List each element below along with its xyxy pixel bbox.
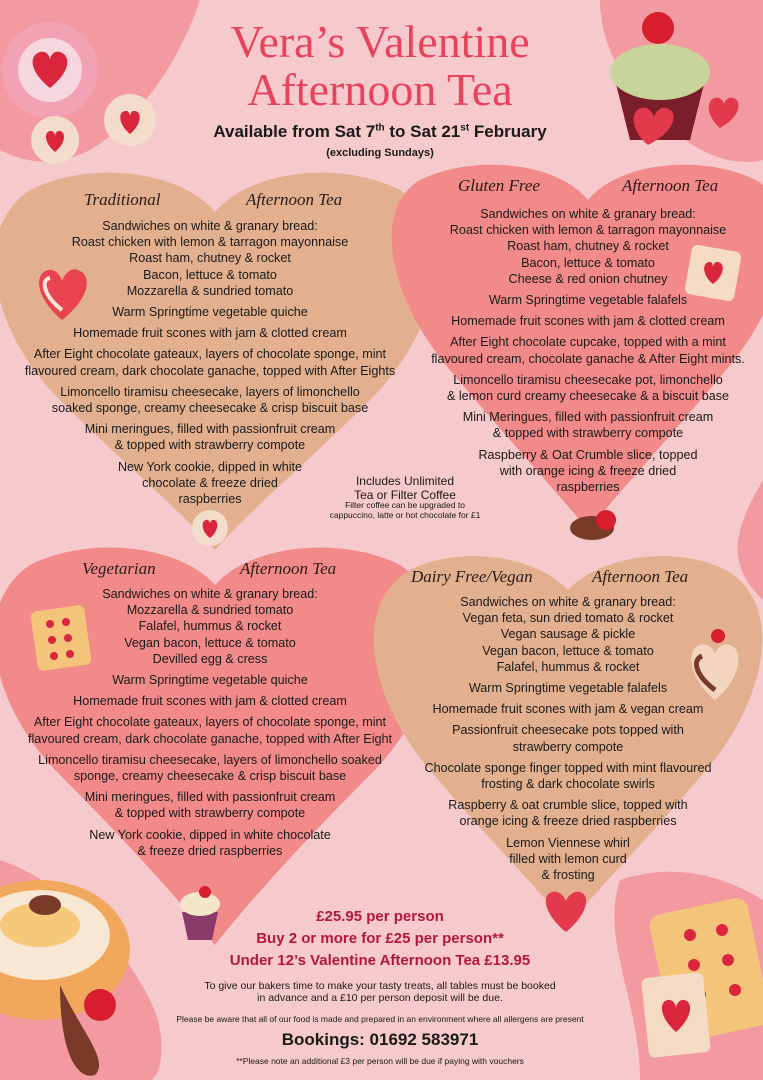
availability-prefix: Available from Sat 7	[213, 122, 376, 141]
menu-line: & lemon curd creamy cheesecake & a biscuit base	[446, 389, 730, 404]
menu-line: flavoured cream, dark chocolate ganache, topped with After Eights	[24, 363, 396, 378]
menu-line: & topped with strawberry compote	[492, 426, 684, 441]
menu-line: Warm Springtime vegetable quiche	[112, 305, 308, 320]
title-line-1: Vera’s Valentine	[230, 16, 530, 67]
menu-line: Raspberry & oat crumble slice, topped with	[448, 798, 688, 813]
menu-line: Sandwiches on white & granary bread:	[480, 207, 696, 221]
price-under12: Under 12’s Valentine Afternoon Tea £13.95	[229, 952, 531, 969]
menu-line: Cheese & red onion chutney	[508, 271, 668, 286]
menu-line: Homemade fruit scones with jam & clotted cream	[451, 314, 725, 329]
menu-section	[410, 313, 763, 329]
voucher-note: **Please note an additional £3 per person will be due if paying with vouchers	[236, 1056, 524, 1066]
menu-line: Warm Springtime vegetable falafels	[468, 681, 668, 696]
menu-line: filled with lemon curd	[509, 851, 627, 866]
menu-line: sponge, creamy cheesecake & crisp biscuit base	[73, 769, 347, 784]
menu-title-gluten-left: Gluten Free	[458, 176, 540, 195]
menu-traditional	[10, 218, 410, 512]
menu-section	[10, 693, 410, 709]
menu-line: Warm Springtime vegetable falafels	[488, 293, 688, 308]
menu-line: Limoncello tiramisu cheesecake, layers of limonchello soaked	[38, 752, 382, 767]
heart-cookie-center	[192, 510, 228, 546]
availability-sup1: th	[375, 122, 385, 134]
menu-section	[410, 334, 763, 366]
menu-line: Vegan sausage & pickle	[500, 627, 636, 642]
menu-line: Roast ham, chutney & rocket	[507, 239, 669, 254]
menu-line: Vegan bacon, lettuce & tomato	[124, 635, 296, 650]
menu-line: Bacon, lettuce & tomato	[521, 255, 655, 270]
menu-section	[10, 789, 410, 821]
menu-section	[400, 835, 736, 884]
menu-section	[10, 827, 410, 859]
menu-title-traditional-right: Afternoon Tea	[246, 190, 343, 209]
menu-gluten-free	[410, 206, 763, 500]
menu-line: raspberries	[178, 492, 242, 507]
menu-section	[400, 722, 736, 754]
menu-title-gluten-right: Afternoon Tea	[622, 176, 719, 195]
menu-line: strawberry compote	[512, 739, 624, 754]
availability-text	[120, 122, 640, 142]
menu-line: Passionfruit cheesecake pots topped with	[452, 723, 684, 738]
menu-line: Roast chicken with lemon & tarragon mayonnaise	[449, 223, 727, 238]
menu-line: Roast ham, chutney & rocket	[129, 251, 291, 266]
menu-section	[400, 701, 736, 717]
menu-line: Sandwiches on white & granary bread:	[460, 595, 676, 609]
menu-line: Mini meringues, filled with passionfruit cream	[84, 422, 336, 437]
price-per-person: £25.95 per person	[316, 908, 444, 925]
menu-line: orange icing & freeze dried raspberries	[459, 814, 677, 829]
menu-line: chocolate & freeze dried	[142, 475, 278, 490]
availability-suffix: February	[469, 122, 547, 141]
menu-line: & frosting	[541, 868, 595, 883]
menu-title-vegan-right: Afternoon Tea	[592, 567, 689, 586]
availability-sup2: st	[460, 122, 470, 134]
menu-line: After Eight chocolate cupcake, topped with a mint	[450, 335, 726, 350]
drinks-upgrade-note	[300, 500, 510, 520]
menu-line: Sandwiches on white & granary bread:	[102, 587, 318, 601]
menu-title-vegetarian-left: Vegetarian	[82, 559, 156, 578]
menu-title-traditional-left: Traditional	[84, 190, 161, 209]
menu-line: frosting & dark chocolate swirls	[481, 777, 655, 792]
menu-title-vegan-left: Dairy Free/Vegan	[411, 567, 533, 586]
menu-section	[10, 586, 410, 667]
menu-line: Devilled egg & cress	[152, 651, 268, 666]
menu-line: Falafel, hummus & rocket	[496, 659, 640, 674]
swiss-roll-illustration	[2, 22, 98, 118]
menu-line: Warm Springtime vegetable quiche	[112, 673, 308, 688]
menu-line: & freeze dried raspberries	[137, 843, 283, 858]
page-title	[130, 18, 630, 114]
drinks-small-2: cappuccino, latte or hot chocolate for £1	[329, 510, 481, 520]
menu-section	[10, 304, 410, 320]
menu-line: Raspberry & Oat Crumble slice, topped	[478, 447, 698, 462]
menu-section	[10, 714, 410, 746]
menu-line: New York cookie, dipped in white chocolate	[89, 827, 331, 842]
menu-section	[400, 594, 736, 675]
bookings-phone[interactable]: Bookings: 01692 583971	[281, 1030, 479, 1049]
booking-note	[150, 980, 610, 1004]
drinks-line-1: Includes Unlimited	[355, 474, 455, 488]
menu-title-vegetarian-right: Afternoon Tea	[240, 559, 337, 578]
menu-line: After Eight chocolate gateaux, layers of chocolate sponge, mint	[33, 347, 387, 362]
title-line-2: Afternoon Tea	[247, 64, 513, 115]
menu-section	[10, 346, 410, 378]
drinks-info	[330, 474, 480, 502]
menu-line: Lemon Viennese whirl	[506, 835, 630, 850]
booking-note-2: in advance and a £10 per person deposit will be due.	[257, 992, 503, 1004]
menu-line: Mini meringues, filled with passionfruit cream	[84, 790, 336, 805]
menu-line: New York cookie, dipped in white	[117, 459, 303, 474]
menu-section	[10, 421, 410, 453]
menu-line: Homemade fruit scones with jam & vegan cream	[432, 702, 704, 717]
menu-section	[10, 672, 410, 688]
menu-section	[410, 206, 763, 287]
menu-line: Homemade fruit scones with jam & clotted cream	[73, 694, 347, 709]
menu-line: Mini Meringues, filled with passionfruit cream	[462, 410, 714, 425]
menu-line: soaked sponge, creamy cheesecake & crisp biscuit base	[51, 401, 369, 416]
menu-line: Chocolate sponge finger topped with mint flavoured	[424, 760, 712, 775]
menu-section	[400, 680, 736, 696]
menu-section	[410, 409, 763, 441]
menu-line: Limoncello tiramisu cheesecake, layers of limonchello	[60, 384, 360, 399]
menu-line: Vegan bacon, lettuce & tomato	[482, 643, 654, 658]
menu-section	[400, 797, 736, 829]
menu-line: & topped with strawberry compote	[114, 438, 306, 453]
menu-line: Falafel, hummus & rocket	[138, 619, 282, 634]
menu-line: After Eight chocolate gateaux, layers of chocolate sponge, mint	[33, 715, 387, 730]
booking-note-1: To give our bakers time to make your tasty treats, all tables must be booked	[204, 980, 556, 992]
menu-line: Vegan feta, sun dried tomato & rocket	[462, 611, 674, 626]
menu-line: Roast chicken with lemon & tarragon mayonnaise	[71, 235, 349, 250]
menu-dairy-free-vegan	[400, 594, 736, 888]
drinks-line-2: Tea or Filter Coffee	[354, 488, 456, 502]
menu-section	[10, 218, 410, 299]
menu-line: & topped with strawberry compote	[114, 806, 306, 821]
menu-line: Bacon, lettuce & tomato	[143, 267, 277, 282]
availability-mid: to Sat 21	[384, 122, 461, 141]
drinks-small-1: Filter coffee can be upgraded to	[345, 500, 465, 510]
exclusion-text: (excluding Sundays)	[326, 147, 434, 159]
menu-line: Homemade fruit scones with jam & clotted cream	[73, 326, 347, 341]
menu-section	[410, 292, 763, 308]
menu-section	[10, 384, 410, 416]
menu-section	[10, 325, 410, 341]
allergen-note: Please be aware that all of our food is made and prepared in an environment where all allergens are present	[176, 1014, 584, 1024]
menu-line: Limoncello tiramisu cheesecake pot, limonchello	[453, 372, 723, 387]
menu-line: Mozzarella & sundried tomato	[126, 603, 294, 618]
menu-section	[10, 752, 410, 784]
menu-line: Mozzarella & sundried tomato	[126, 283, 294, 298]
menu-line: flavoured cream, dark chocolate ganache, topped with After Eight	[27, 731, 393, 746]
menu-section	[400, 760, 736, 792]
menu-section	[410, 372, 763, 404]
menu-line: with orange icing & freeze dried	[499, 463, 677, 478]
menu-line: Sandwiches on white & granary bread:	[102, 219, 318, 233]
menu-vegetarian	[10, 586, 410, 864]
menu-line: flavoured cream, chocolate ganache & After Eight mints.	[431, 351, 745, 366]
price-multi: Buy 2 or more for £25 per person**	[256, 930, 504, 947]
menu-line: raspberries	[556, 480, 620, 495]
